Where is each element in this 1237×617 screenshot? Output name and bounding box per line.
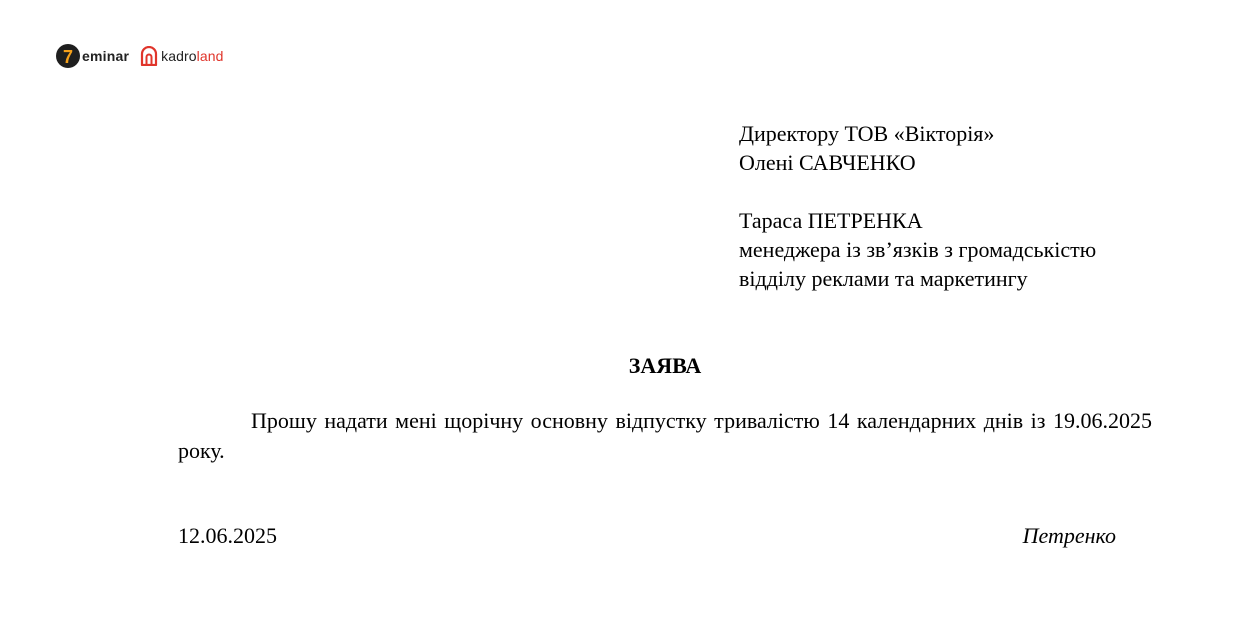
document-date: 12.06.2025	[178, 523, 277, 548]
kadroland-logo-text	[161, 48, 223, 64]
kadroland-logo-text-part2: land	[196, 48, 224, 64]
seminar-badge-icon	[56, 44, 80, 68]
kadroland-logo	[140, 46, 223, 66]
document-body: Прошу надати мені щорічну основну відпустку тривалістю 14 календарних днів із 19.06.2025 року.	[178, 408, 1152, 463]
sender-position: менеджера із зв’язків з громадськістю	[739, 237, 1097, 262]
header-logos	[56, 43, 224, 69]
recipient-line-2: Олені САВЧЕНКО	[739, 150, 916, 175]
sender-name: Тараса ПЕТРЕНКА	[739, 208, 923, 233]
document-title: ЗАЯВА	[628, 353, 702, 378]
seminar-badge-digit: 7	[62, 46, 73, 67]
house-arch-icon	[140, 46, 158, 66]
seminar-logo	[56, 44, 129, 68]
document-signature: Петренко	[1022, 523, 1116, 548]
seminar-logo-text: eminar	[82, 48, 130, 64]
recipient-line-1: Директору ТОВ «Вікторія»	[739, 121, 995, 146]
sender-department: відділу реклами та маркетингу	[739, 266, 1028, 291]
addressee-block	[739, 119, 1096, 293]
kadroland-logo-text-part1: kadro	[161, 48, 197, 64]
